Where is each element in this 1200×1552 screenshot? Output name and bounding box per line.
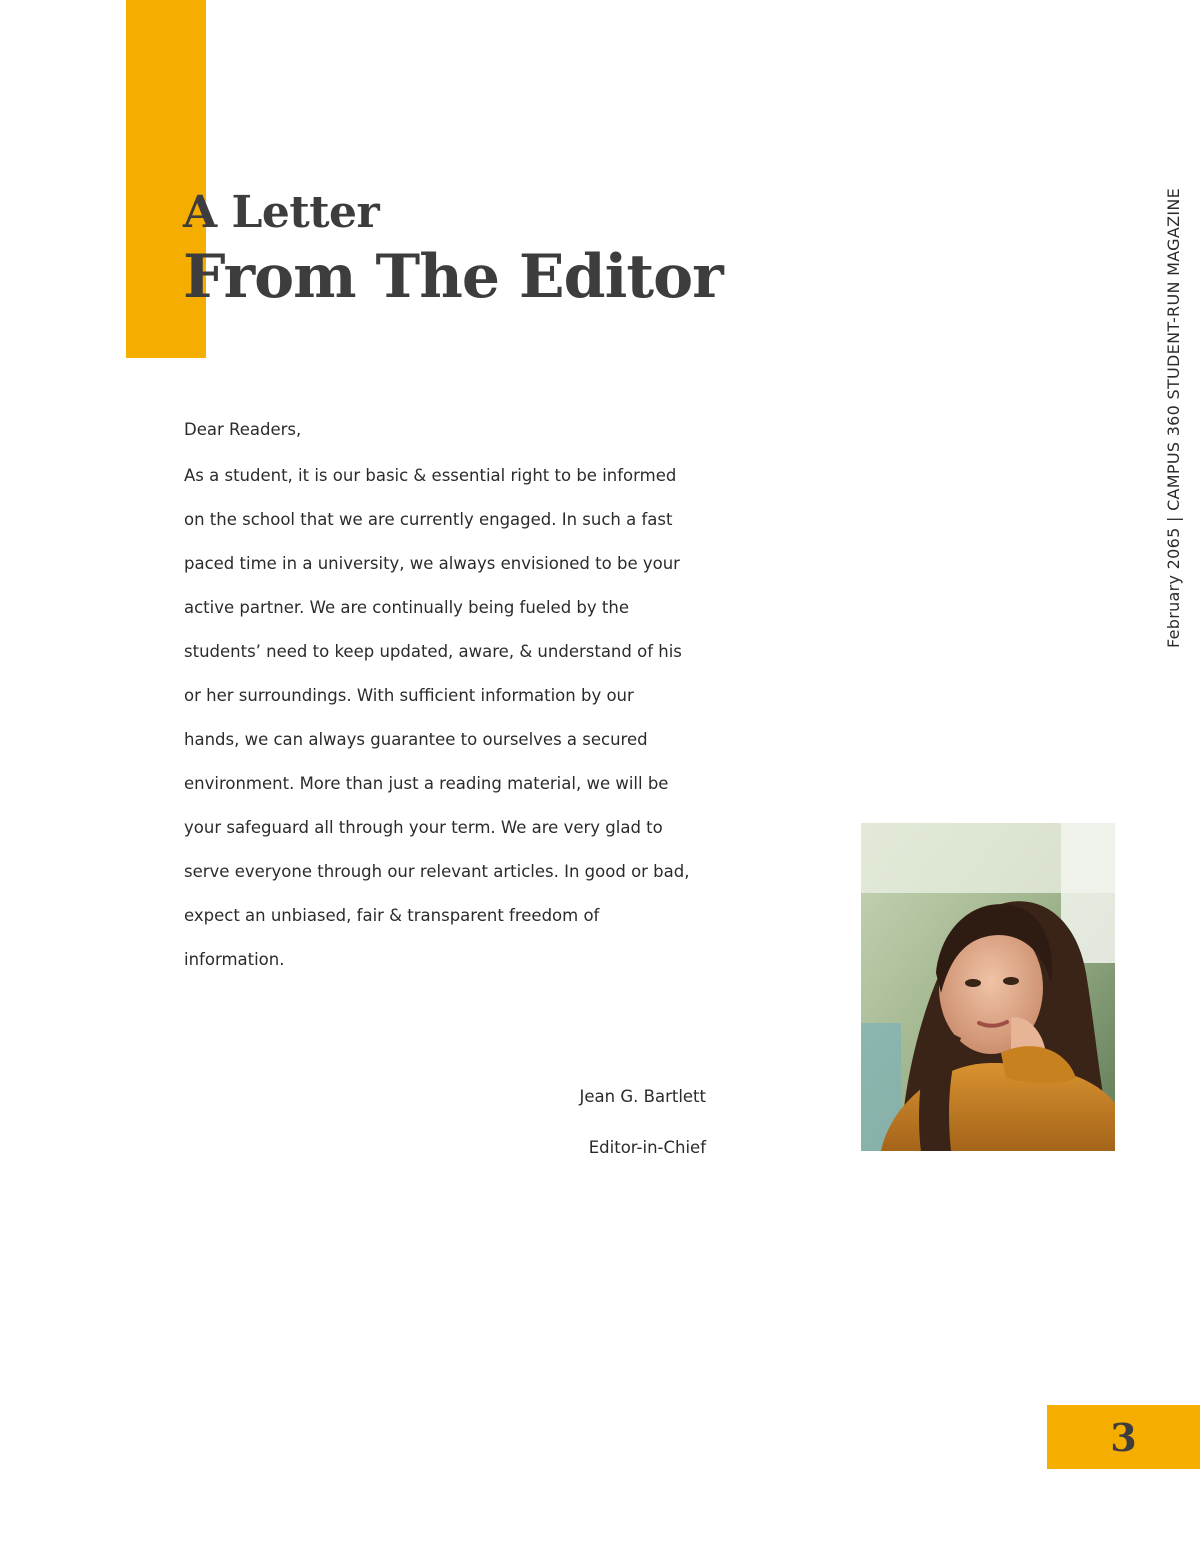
signature-title: Editor-in-Chief xyxy=(588,1138,706,1157)
signature-name: Jean G. Bartlett xyxy=(579,1087,706,1106)
letter-line: As a student, it is our basic & essential right to be informed xyxy=(184,466,677,485)
letter-line: on the school that we are currently engaged. In such a fast xyxy=(184,510,673,529)
letter-paragraph xyxy=(184,454,744,982)
letter-line: your safeguard all through your term. We are very glad to xyxy=(184,818,663,837)
title-line-2: From The Editor xyxy=(183,242,723,312)
issue-side-label: February 2065 | CAMPUS 360 STUDENT-RUN MAGAZINE xyxy=(1164,187,1183,648)
letter-body xyxy=(184,418,744,982)
title-line-1: A Letter xyxy=(183,187,380,238)
letter-line: active partner. We are continually being fueled by the xyxy=(184,598,629,617)
letter-line: or her surroundings. With sufficient information by our xyxy=(184,686,634,705)
letter-line: hands, we can always guarantee to ourselves a secured xyxy=(184,730,648,749)
letter-line: information. xyxy=(184,950,285,969)
page-number: 3 xyxy=(1110,1414,1137,1460)
letter-line: serve everyone through our relevant articles. In good or bad, xyxy=(184,862,690,881)
signature-block xyxy=(580,1084,706,1161)
letter-line: environment. More than just a reading material, we will be xyxy=(184,774,669,793)
page-number-box xyxy=(1047,1405,1200,1469)
salutation: Dear Readers, xyxy=(184,420,302,439)
letter-line: paced time in a university, we always envisioned to be your xyxy=(184,554,680,573)
page-title xyxy=(183,186,723,314)
letter-line: expect an unbiased, fair & transparent freedom of xyxy=(184,906,600,925)
letter-line: students’ need to keep updated, aware, & understand of his xyxy=(184,642,682,661)
editor-portrait-photo xyxy=(861,823,1115,1151)
